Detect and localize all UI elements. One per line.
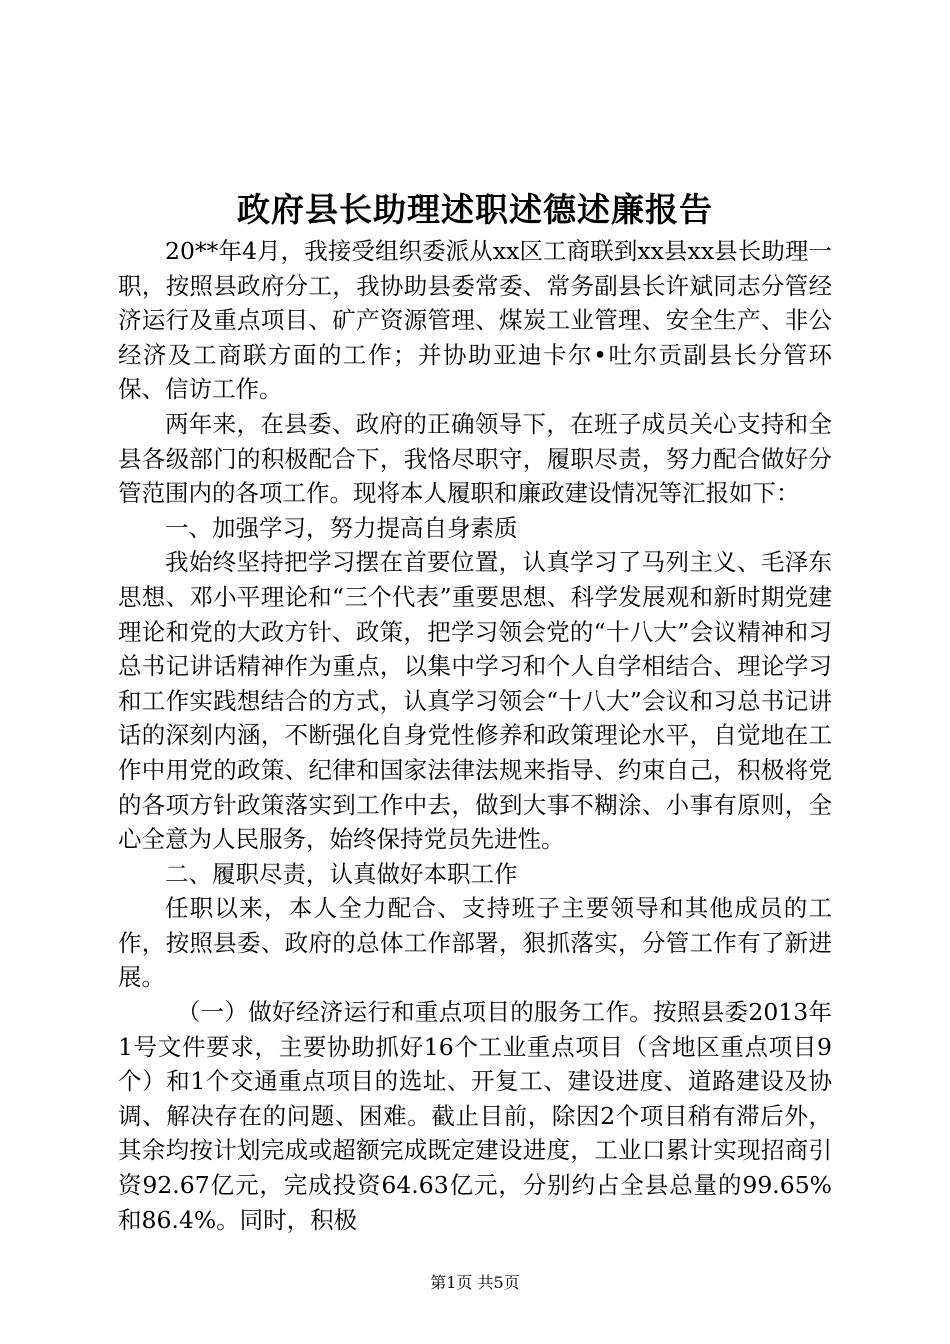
paragraph-study: 我始终坚持把学习摆在首要位置，认真学习了马列主义、毛泽东思想、邓小平理论和“三个代表”重要思想、科学发展观和新时期党建理论和党的大政方针、政策，把学习领会党的“十八大”会议精神和习总书记讲话精神作为重点，以集中学习和个人自学相结合、理论学习和工作实践想结合的方式，认真学习领会“十八大”会议和习总书记讲话的深刻内涵，不断强化自身党性修养和政策理论水平，自觉地在工作中用党的政策、纪律和国家法律法规来指导、约束自己，积极将党的各项方针政策落实到工作中去，做到大事不糊涂、小事有原则，全心全意为人民服务，始终保持党员先进性。: [118, 548, 832, 854]
paragraph-summary: 两年来，在县委、政府的正确领导下，在班子成员关心支持和全县各级部门的积极配合下，我恪尽职守，履职尽责，努力配合做好分管范围内的各项工作。现将本人履职和廉政建设情况等汇报如下：: [118, 409, 832, 508]
section-heading-2: 二、履职尽责，认真做好本职工作: [165, 859, 518, 888]
section-heading-1: 一、加强学习，努力提高自身素质: [165, 513, 518, 542]
document-title: 政府县长助理述职述德述廉报告: [237, 190, 713, 229]
document-body: [118, 234, 832, 1237]
page-number: 第1页 共5页: [430, 1273, 520, 1292]
paragraph-duties: 任职以来，本人全力配合、支持班子主要领导和其他成员的工作，按照县委、政府的总体工作部署，狠抓落实，分管工作有了新进展。: [118, 894, 832, 992]
paragraph-economy: （一）做好经济运行和重点项目的服务工作。按照县委2013年1号文件要求，主要协助抓好16个工业重点项目（含地区重点项目9个）和1个交通重点项目的选址、开复工、建设进度、道路建设及协调、解决存在的问题、困难。截止目前，除因2个项目稍有滞后外，其余均按计划完成或超额完成既定建设进度，工业口累计实现招商引资92.67亿元，完成投资64.63亿元，分别约占全县总量的99.65%和86.4%。同时，积极: [118, 998, 832, 1234]
paragraph-intro: 20**年4月，我接受组织委派从xx区工商联到xx县xx县长助理一职，按照县政府分工，我协助县委常委、常务副县长许斌同志分管经济运行及重点项目、矿产资源管理、煤炭工业管理、安全生产、非公经济及工商联方面的工作；并协助亚迪卡尔•吐尔贡副县长分管环保、信访工作。: [118, 237, 832, 404]
